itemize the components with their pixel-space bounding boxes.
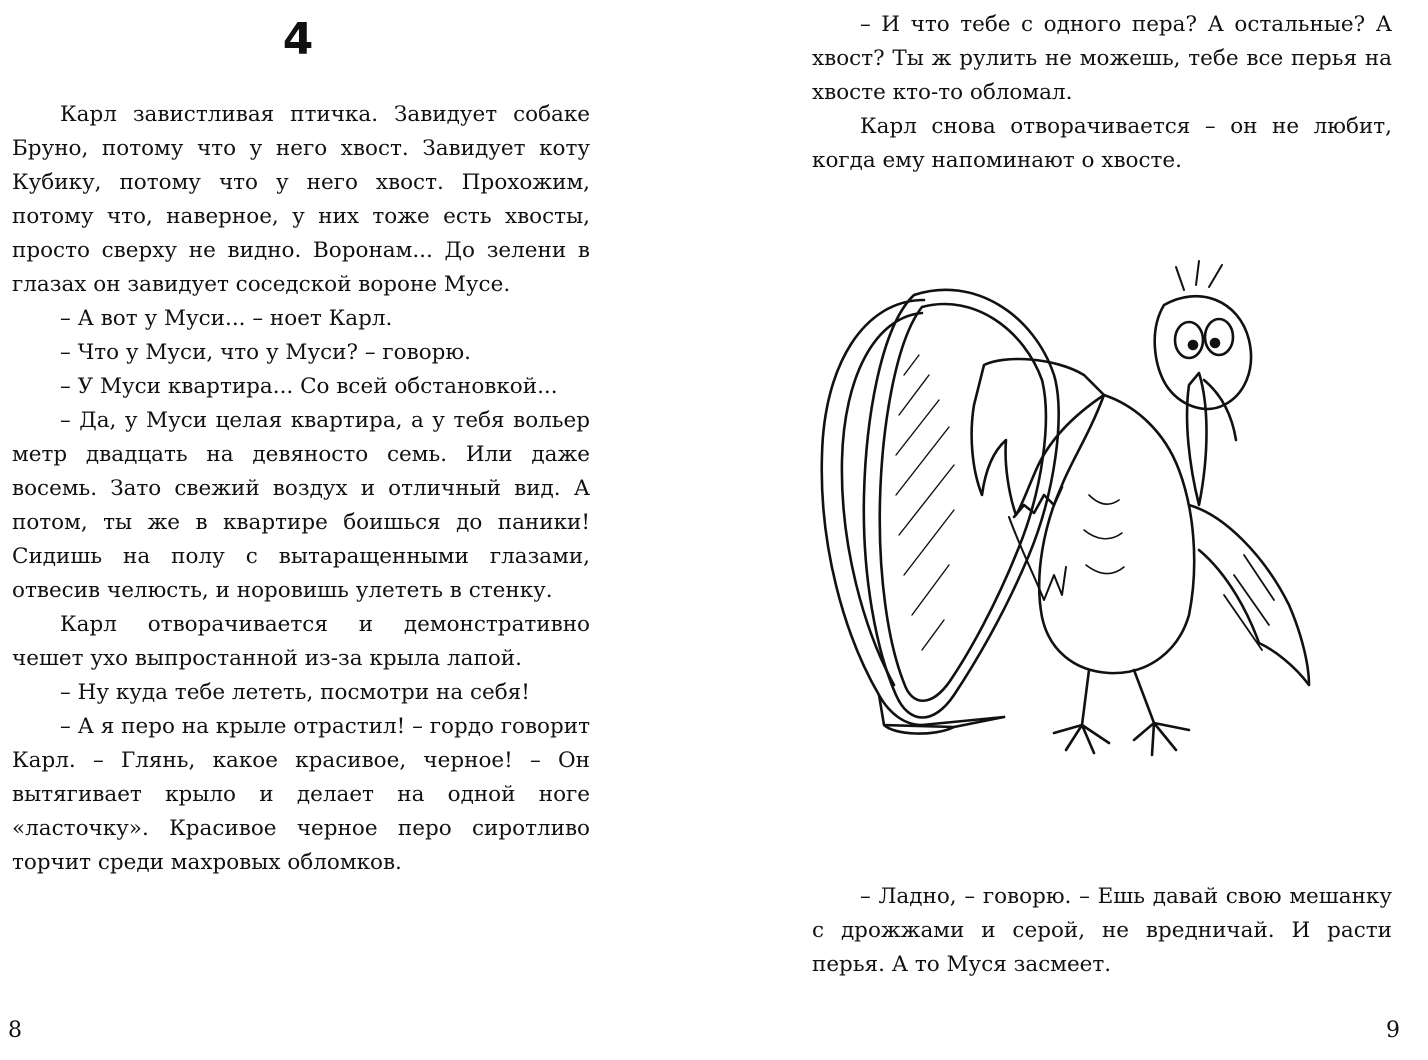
paragraph: – Ладно, – говорю. – Ешь давай свою мешанку с дрожжами и серой, не вредничай. И расти перья. А то Муся засмеет. bbox=[812, 884, 1392, 977]
paragraph: – А вот у Муси... – ноет Карл. bbox=[60, 306, 393, 331]
paragraph: Карл отворачивается и демонстративно чешет ухо выпростанной из-за крыла лапой. bbox=[12, 612, 590, 671]
page-number: 8 bbox=[8, 1018, 22, 1043]
mirror-hatching bbox=[896, 355, 954, 650]
chest-feathers bbox=[1084, 495, 1124, 574]
chapter-number: 4 bbox=[282, 14, 314, 65]
right-page bbox=[714, 0, 1428, 1060]
right-page-top-text bbox=[812, 8, 1392, 178]
right-page-bottom-text bbox=[812, 880, 1392, 982]
crow-and-mirror-illustration bbox=[804, 255, 1404, 795]
head-tuft bbox=[1176, 261, 1222, 290]
paragraph: – Что у Муси, что у Муси? – говорю. bbox=[60, 340, 471, 365]
crow-eye-right bbox=[1205, 319, 1233, 355]
paragraph: Карл снова отворачивается – он не любит, когда ему напоминают о хвосте. bbox=[812, 114, 1392, 173]
paragraph: Карл завистливая птичка. Завидует собаке Бруно, потому что у него хвост. Завидует коту Кубику, потому что у него хвост. Прохожим, потому что, наверное, у них тоже есть хвосты, просто сверху не видно. Воронам... До зелени в глазах он завидует соседской вороне Мусе. bbox=[12, 102, 590, 297]
paragraph: – И что тебе с одного пера? А остальные? А хвост? Ты ж рулить не можешь, тебе все перья на хвосте кто-то обломал. bbox=[812, 12, 1392, 105]
crow-beak bbox=[1187, 373, 1206, 505]
paragraph: – Ну куда тебе лететь, посмотри на себя! bbox=[60, 680, 530, 705]
crow-leg-left bbox=[1054, 670, 1109, 753]
crow-body bbox=[1039, 395, 1194, 673]
crow-pupil-right bbox=[1211, 339, 1219, 347]
left-page-text bbox=[12, 98, 590, 880]
page-number: 9 bbox=[1386, 1018, 1400, 1043]
crow-eye-left bbox=[1175, 322, 1203, 358]
crow-pupil-left bbox=[1189, 341, 1197, 349]
paragraph: – У Муси квартира... Со всей обстановкой... bbox=[60, 374, 558, 399]
mirror-frame-inner bbox=[842, 313, 922, 685]
crow-leg-right bbox=[1134, 670, 1189, 755]
paragraph: – А я перо на крыле отрастил! – гордо говорит Карл. – Глянь, какое красивое, черное! – Он вытягивает крыло и делает на одной ноге «ласточку». Красивое черное перо сиротливо торчит среди махровых обломков. bbox=[12, 714, 590, 875]
paragraph: – Да, у Муси целая квартира, а у тебя вольер метр двадцать на девяносто семь. Или даже восемь. Зато свежий воздух и отличный вид. А потом, ты же в квартире боишься до паники! Сидишь на полу с вытаращенными глазами, отвесив челюсть, и норовишь улететь в стенку. bbox=[12, 408, 590, 603]
